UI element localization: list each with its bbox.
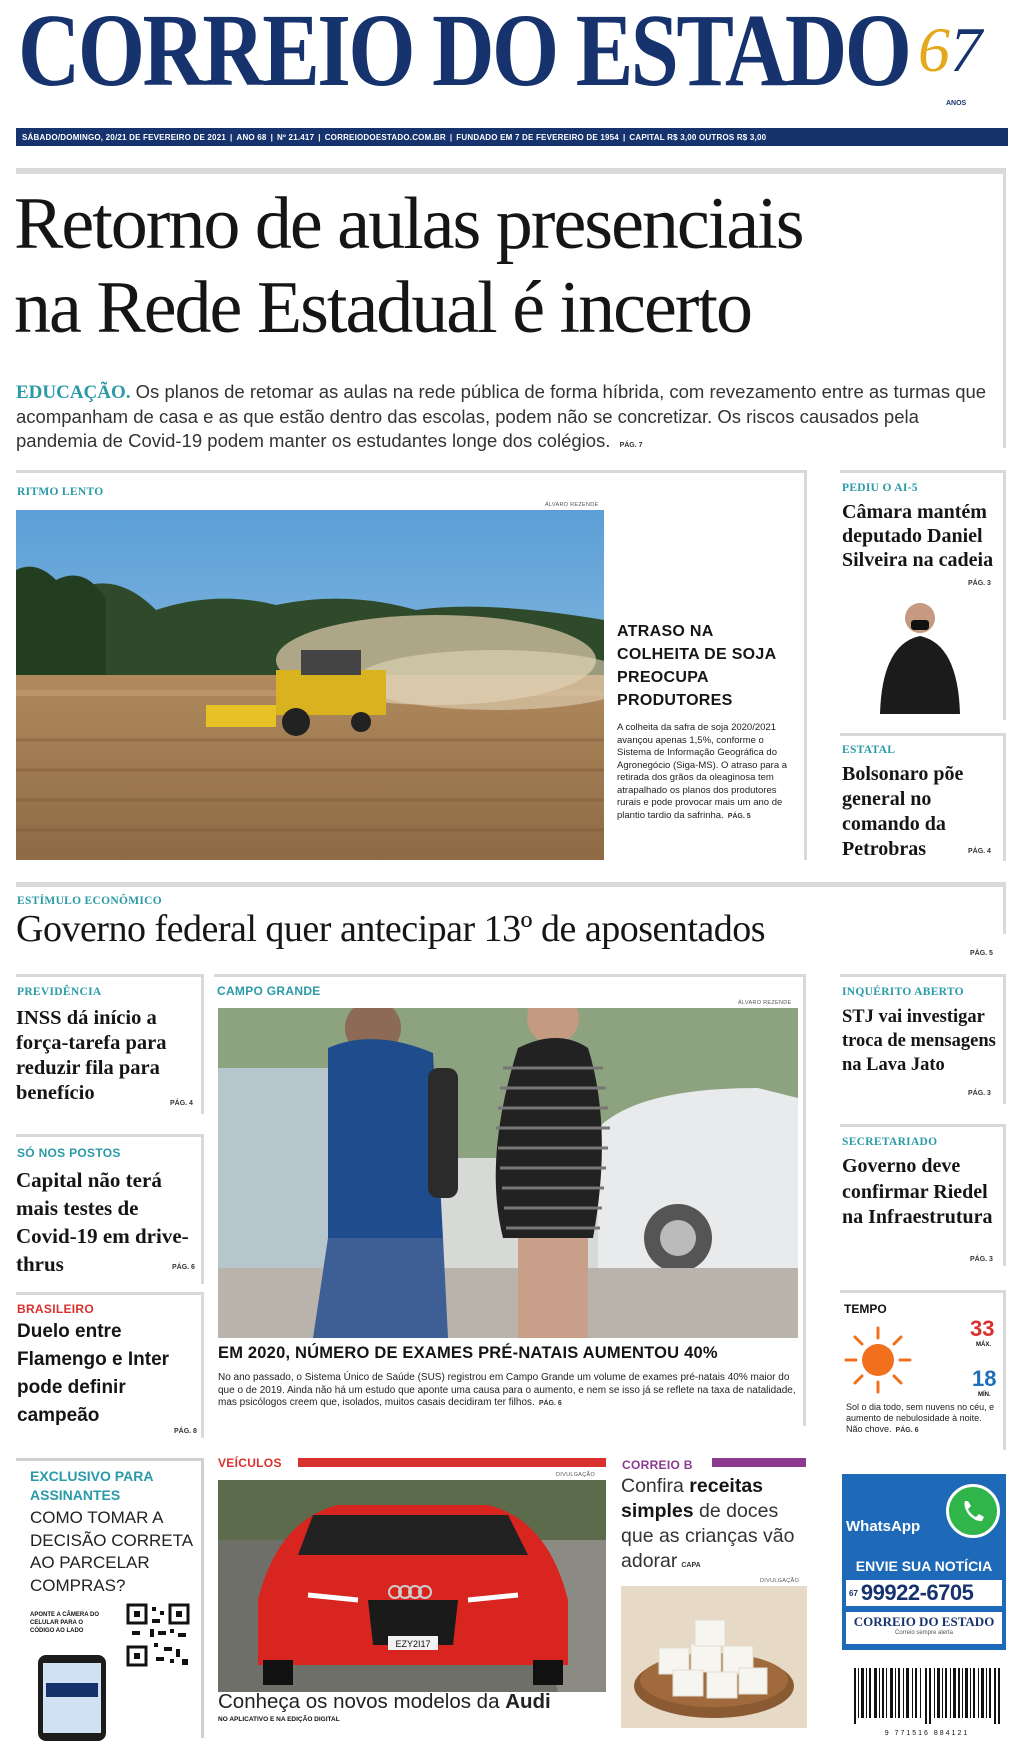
whatsapp-label: WhatsApp xyxy=(846,1518,921,1535)
page-ref: PÁG. 4 xyxy=(170,1100,193,1107)
divider xyxy=(16,1292,204,1295)
section-label: VEÍCULOS xyxy=(218,1456,282,1470)
photo-credit: ÁLVARO REZENDE xyxy=(545,502,599,508)
masthead xyxy=(14,0,1014,122)
divider xyxy=(201,974,204,1114)
divider xyxy=(840,1290,1006,1293)
edition-number: Nº 21.417 xyxy=(277,132,315,142)
cover-price: CAPITAL R$ 3,00 OUTROS R$ 3,00 xyxy=(629,132,767,142)
page-ref: PÁG. 8 xyxy=(174,1428,197,1435)
whatsapp-box[interactable] xyxy=(842,1474,1006,1650)
info-bar: SÁBADO/DOMINGO, 20/21 DE FEVEREIRO DE 2021 | ANO 68 | Nº 21.417 | CORREIODOESTADO.COM.BR | FUNDADO EM 7 DE FEVEREIRO DE 1954 | CAPITAL R$ 3,00 OUTROS R$ 3,00 xyxy=(16,128,1008,146)
anniversary-number: 67 xyxy=(918,14,982,85)
divider xyxy=(1003,974,1006,1104)
barcode xyxy=(852,1668,1002,1738)
main-headline: Retorno de aulas presenciais na Rede Estadual é incerto xyxy=(14,183,803,349)
temp-max-label: MÁX. xyxy=(976,1342,991,1348)
petrobras-headline: Bolsonaro põe general no comando da Petrobras xyxy=(842,763,964,860)
edition-date: SÁBADO/DOMINGO, 20/21 DE FEVEREIRO DE 2021 xyxy=(22,132,227,142)
divider xyxy=(214,974,806,977)
page-ref: PÁG. 6 xyxy=(172,1264,195,1271)
whatsapp-tagline: Correio sempre alerta xyxy=(894,1630,954,1636)
page-ref: PÁG. 4 xyxy=(968,848,991,855)
divider xyxy=(16,470,806,473)
temp-min-label: MÍN. xyxy=(978,1392,991,1398)
divider xyxy=(840,470,1006,473)
audi-sub: NO APLICATIVO E NA EDIÇÃO DIGITAL xyxy=(218,1716,340,1723)
harvest-title: ATRASO NA COLHEITA DE SOJA PREOCUPA PRODUTORES xyxy=(617,623,776,709)
football-headline: Duelo entre Flamengo e Inter pode definir campeão xyxy=(17,1321,170,1426)
section-bar xyxy=(298,1458,606,1467)
page-ref: PÁG. 3 xyxy=(968,580,991,587)
inss-headline: INSS dá início a força-tarefa para reduzir fila para benefício xyxy=(16,1007,167,1104)
section-label: ESTÍMULO ECONÔMICO xyxy=(17,895,163,907)
main-kicker: EDUCAÇÃO. xyxy=(16,382,131,403)
covid-headline: Capital não terá mais testes de Covid-19 em drive-thrus xyxy=(16,1168,189,1276)
audi-caption: Conheça os novos modelos da Audi xyxy=(218,1690,551,1713)
divider xyxy=(840,733,1006,736)
whatsapp-icon[interactable] xyxy=(946,1484,1000,1538)
divider xyxy=(840,974,1006,977)
whatsapp-brand: CORREIO DO ESTADO xyxy=(853,1614,995,1629)
riedel-headline: Governo deve confirmar Riedel na Infraestrutura xyxy=(842,1155,993,1228)
license-plate: EZY2I17 xyxy=(395,1639,431,1649)
divider xyxy=(1003,1124,1006,1266)
deputy-headline: Câmara mantém deputado Daniel Silveira na cadeia xyxy=(842,501,994,571)
main-lede: EDUCAÇÃO. Os planos de retomar as aulas na rede pública de forma híbrida, com revezamento entre as turmas que acompanham de casa e as que estão dentro das escolas, podem não se concretizar. Os riscos causados pela pandemia de Covid-19 podem manter os estudantes longe dos colégios. PÁG. 7 xyxy=(16,381,987,451)
stj-headline: STJ vai investigar troca de mensagens na Lava Jato xyxy=(842,1007,996,1075)
site-link[interactable]: CORREIODOESTADO.COM.BR xyxy=(324,132,446,142)
page-ref: PÁG. 7 xyxy=(619,442,643,449)
section-label: SECRETARIADO xyxy=(842,1136,938,1148)
whatsapp-number[interactable]: 67 99922-6705 xyxy=(846,1580,1002,1606)
pension-headline: Governo federal quer antecipar 13º de aposentados xyxy=(16,908,766,950)
section-label: CAMPO GRANDE xyxy=(217,984,321,998)
section-label: RITMO LENTO xyxy=(17,486,104,498)
divider xyxy=(803,974,806,1426)
qr-hint: APONTE A CÂMERA DO CELULAR PARA O CÓDIGO AO LADO xyxy=(30,1612,99,1634)
photo-credit: DIVULGAÇÃO xyxy=(556,1472,596,1478)
photo-credit: ÁLVARO REZENDE xyxy=(738,1000,792,1006)
harvest-photo xyxy=(16,510,604,860)
exclusive-body: COMO TOMAR A DECISÃO CORRETA AO PARCELAR COMPRAS? xyxy=(30,1508,193,1595)
exclusive-box[interactable] xyxy=(16,1458,204,1738)
divider xyxy=(201,1292,204,1438)
divider xyxy=(201,1134,204,1284)
harvest-body: A colheita da safra de soja 2020/2021 avançou apenas 1,5%, conforme o Sistema de Informação Geográfica do Agronegócio (Siga-MS). O atraso para a retirada dos grãos da oleaginosa tem atrapalhado os planos dos produtores rurais e pode provocar mais um ano de plantio tardio da safrinha. PÁG. 5 xyxy=(617,722,788,821)
page-ref: PÁG. 3 xyxy=(970,1256,993,1263)
divider xyxy=(1003,882,1006,934)
divider xyxy=(1003,733,1006,861)
weather-label: TEMPO xyxy=(844,1302,887,1316)
section-label: PEDIU O AI-5 xyxy=(842,482,918,494)
sun-icon xyxy=(842,1324,914,1396)
sweets-photo xyxy=(621,1586,807,1728)
divider xyxy=(1003,470,1006,720)
temp-min: 18 xyxy=(972,1366,997,1391)
phone-icon xyxy=(38,1655,106,1741)
divider xyxy=(16,168,1006,174)
whatsapp-cta: ENVIE SUA NOTÍCIA xyxy=(855,1558,993,1574)
correio-b-teaser: Confira receitas simples de doces que as crianças vão adorar CAPA xyxy=(621,1475,795,1572)
divider xyxy=(840,1124,1006,1127)
temp-max: 33 xyxy=(970,1316,995,1341)
section-label: CORREIO B xyxy=(622,1458,693,1472)
deputy-photo xyxy=(870,594,970,714)
section-label: ESTATAL xyxy=(842,744,896,756)
newspaper-title: CORREIO DO ESTADO xyxy=(18,0,910,108)
anniversary-label: ANOS xyxy=(946,100,967,107)
photo-credit: DIVULGAÇÃO xyxy=(760,1578,800,1584)
qr-code-icon[interactable] xyxy=(126,1603,190,1667)
page-ref: PÁG. 5 xyxy=(970,950,993,957)
prenatal-title: EM 2020, NÚMERO DE EXAMES PRÉ-NATAIS AUMENTOU 40% xyxy=(218,1344,718,1362)
barcode-digits: 9 771516 884121 xyxy=(884,1730,970,1737)
founded-date: FUNDADO EM 7 DE FEVEREIRO DE 1954 xyxy=(456,132,619,142)
divider xyxy=(804,470,807,860)
weather-body: Sol o dia todo, sem nuvens no céu, e aumento de nebulosidade à noite. Não chove. PÁG. 6 xyxy=(846,1402,995,1434)
section-bar xyxy=(712,1458,806,1467)
exclusive-title: EXCLUSIVO PARA ASSINANTES xyxy=(30,1468,154,1503)
section-label: BRASILEIRO xyxy=(17,1302,95,1316)
section-label: SÓ NOS POSTOS xyxy=(17,1146,121,1160)
page-ref: PÁG. 3 xyxy=(968,1090,991,1097)
divider xyxy=(16,882,1006,887)
prenatal-photo xyxy=(218,1008,798,1338)
edition-year: ANO 68 xyxy=(236,132,267,142)
section-label: INQUÉRITO ABERTO xyxy=(842,986,964,998)
prenatal-body: No ano passado, o Sistema Único de Saúde (SUS) registrou em Campo Grande um volume de exames pré-natais 40% maior do que o de 2019. Ainda não há um estudo que aponte uma causa para o aumento, e nem se isso já se reflete na taxa de natalidade, mas psicólogos creem que, isolados, muitos casais decidiram ter filhos. PÁG. 6 xyxy=(218,1372,796,1408)
section-label: PREVIDÊNCIA xyxy=(17,986,102,998)
divider xyxy=(16,974,204,977)
divider xyxy=(1003,1290,1006,1450)
divider xyxy=(16,1134,204,1137)
audi-photo xyxy=(218,1480,606,1692)
